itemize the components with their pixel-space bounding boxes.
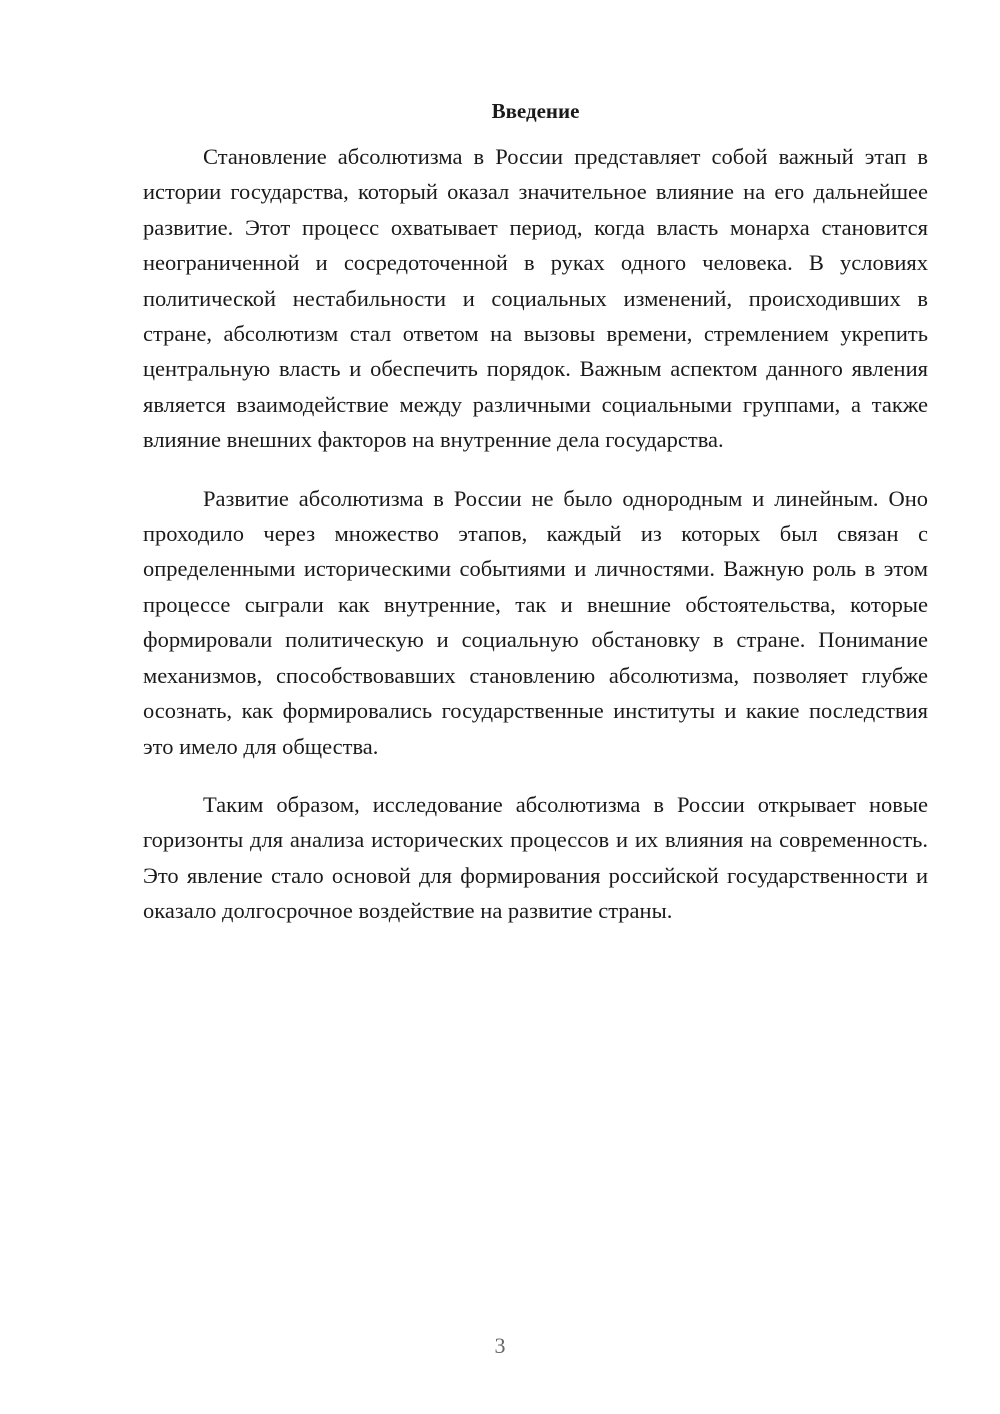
section-heading: Введение (491, 99, 580, 123)
page-number: 3 (494, 1333, 506, 1358)
paragraph: Таким образом, исследование абсолютизма в России открывает новые горизонты для анализа исторических процессов и их влияния на современность. Это явление стало основой для формирования российской государственности и оказало долгосрочное воздействие на развитие страны. (143, 791, 928, 924)
page-content (143, 96, 928, 952)
paragraph: Развитие абсолютизма в России не было однородным и линейным. Оно проходило через множество этапов, каждый из которых был связан с определенными историческими событиями и личностями. Важную роль в этом процессе сыграли как внутренние, так и внешние обстоятельства, которые формировали политическую и социальную обстановку в стране. Понимание механизмов, способствовавших становлению абсолютизма, позволяет глубже осознать, как формировались государственные институты и какие последствия это имело для общества. (143, 485, 928, 759)
paragraph: Становление абсолютизма в России представляет собой важный этап в истории государства, который оказал значительное влияние на его дальнейшее развитие. Этот процесс охватывает период, когда власть монарха становится неограниченной и сосредоточенной в руках одного человека. В условиях политической нестабильности и социальных изменений, происходивших в стране, абсолютизм стал ответом на вызовы времени, стремлением укрепить центральную власть и обеспечить порядок. Важным аспектом данного явления является взаимодействие между различными социальными группами, а также влияние внешних факторов на внутренние дела государства. (143, 144, 928, 453)
